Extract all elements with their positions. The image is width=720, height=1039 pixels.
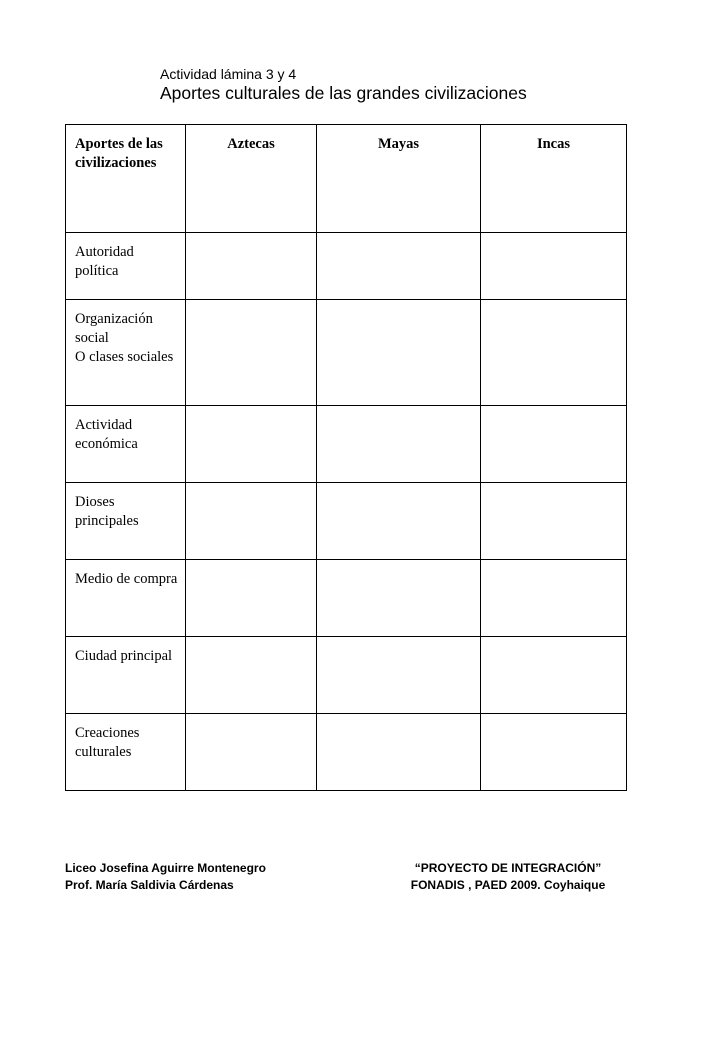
answer-cell-aztecas[interactable]: [186, 406, 317, 483]
row-label-actividad: Actividad económica: [66, 406, 186, 483]
answer-cell-aztecas[interactable]: [186, 637, 317, 714]
page-header: [160, 66, 527, 103]
answer-cell-aztecas[interactable]: [186, 483, 317, 560]
answer-cell-mayas[interactable]: [317, 560, 481, 637]
answer-cell-aztecas[interactable]: [186, 233, 317, 300]
footer-school: [65, 860, 266, 894]
answer-cell-incas[interactable]: [481, 483, 627, 560]
row-label-dioses: Dioses principales: [66, 483, 186, 560]
column-header-incas: Incas: [481, 125, 627, 233]
row-label-ciudad: Ciudad principal: [66, 637, 186, 714]
answer-cell-mayas[interactable]: [317, 406, 481, 483]
answer-cell-mayas[interactable]: [317, 714, 481, 791]
table-row: [66, 300, 627, 406]
table-row: [66, 483, 627, 560]
row-label-creaciones: Creaciones culturales: [66, 714, 186, 791]
answer-cell-incas[interactable]: [481, 233, 627, 300]
column-header-aportes: Aportes de las civilizaciones: [66, 125, 186, 233]
footer-project: [393, 860, 623, 894]
answer-cell-incas[interactable]: [481, 714, 627, 791]
column-header-mayas: Mayas: [317, 125, 481, 233]
activity-subtitle: Actividad lámina 3 y 4: [160, 66, 297, 82]
answer-cell-mayas[interactable]: [317, 483, 481, 560]
answer-cell-incas[interactable]: [481, 637, 627, 714]
row-label-medio: Medio de compra: [66, 560, 186, 637]
footer-project-sponsor: FONADIS , PAED 2009. Coyhaique: [410, 878, 606, 892]
table-header-row: [66, 125, 627, 233]
row-label-organizacion: [66, 300, 186, 406]
answer-cell-aztecas[interactable]: [186, 714, 317, 791]
footer-project-name: “PROYECTO DE INTEGRACIÓN”: [414, 861, 602, 875]
table-row: [66, 714, 627, 791]
table-row: [66, 406, 627, 483]
answer-cell-incas[interactable]: [481, 560, 627, 637]
civilizations-table: [65, 124, 627, 791]
footer-school-name: Liceo Josefina Aguirre Montenegro: [65, 861, 266, 875]
row-label-organizacion-text: Organización social O clases sociales: [75, 311, 174, 365]
answer-cell-incas[interactable]: [481, 406, 627, 483]
answer-cell-aztecas[interactable]: [186, 560, 317, 637]
answer-cell-incas[interactable]: [481, 300, 627, 406]
answer-cell-aztecas[interactable]: [186, 300, 317, 406]
page-title: Aportes culturales de las grandes civilizaciones: [160, 83, 527, 103]
footer-teacher-name: Prof. María Saldivia Cárdenas: [65, 878, 234, 892]
table-row: [66, 233, 627, 300]
row-label-autoridad: Autoridad política: [66, 233, 186, 300]
table-row: [66, 637, 627, 714]
table-row: [66, 560, 627, 637]
column-header-aztecas: Aztecas: [186, 125, 317, 233]
answer-cell-mayas[interactable]: [317, 233, 481, 300]
answer-cell-mayas[interactable]: [317, 300, 481, 406]
answer-cell-mayas[interactable]: [317, 637, 481, 714]
